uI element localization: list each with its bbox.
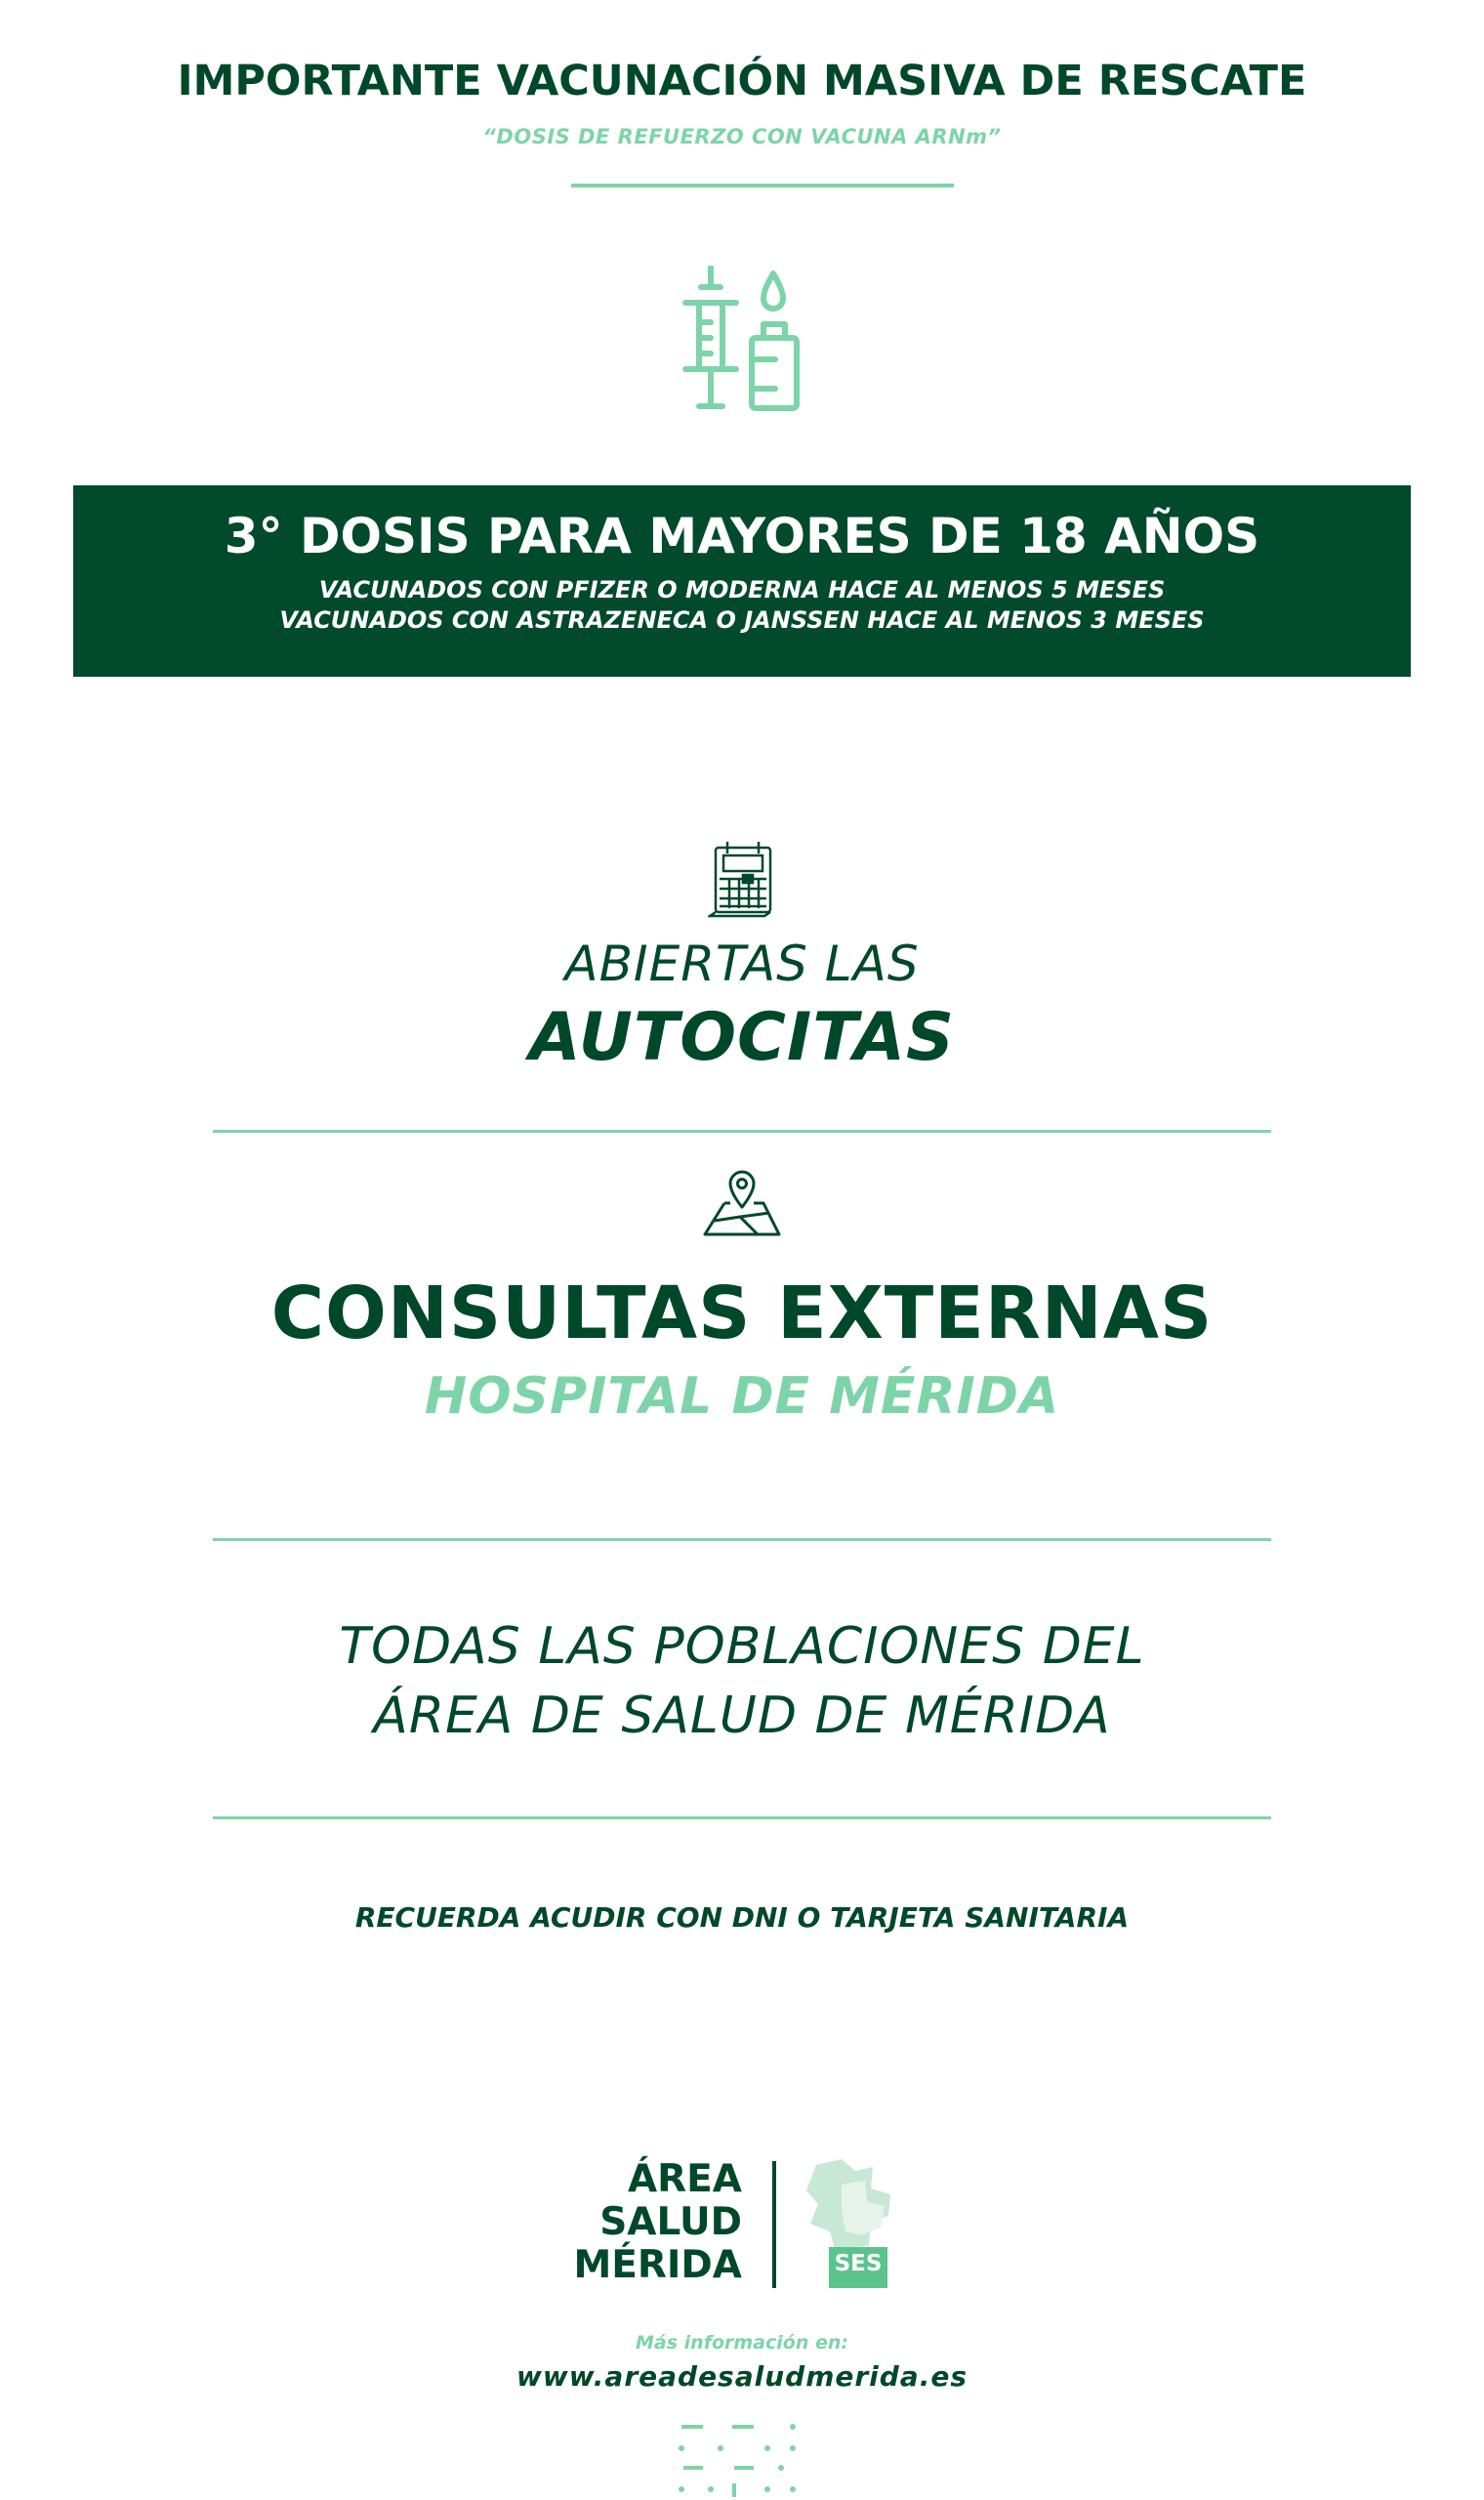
- calendar-icon: [708, 840, 776, 918]
- dose-condition-astrazeneca: VACUNADOS CON ASTRAZENECA O JANSSEN HACE AL MENOS 3 MESES: [279, 606, 1205, 634]
- website-link[interactable]: www.areadesaludmerida.es: [515, 2360, 968, 2393]
- map-pin-icon: [701, 1168, 783, 1238]
- page-subtitle: “DOSIS DE REFUERZO CON VACUNA ARNm”: [482, 125, 1002, 148]
- dose-condition-pfizer: VACUNADOS CON PFIZER O MODERNA HACE AL MENOS 5 MESES: [318, 576, 1166, 604]
- area-salud-merida-logo: [566, 2158, 742, 2287]
- decorative-dots-icon: [674, 2419, 810, 2497]
- page-title: IMPORTANTE VACUNACIÓN MASIVA DE RESCATE: [177, 57, 1307, 105]
- section-divider: [213, 1538, 1271, 1541]
- autocitas-intro: ABIERTAS LAS: [564, 936, 920, 992]
- poblaciones-line-2: ÁREA DE SALUD DE MÉRIDA: [373, 1687, 1111, 1745]
- logo-line-1: ÁREA: [627, 2157, 742, 2201]
- autocitas-heading: AUTOCITAS: [529, 999, 955, 1076]
- ses-label: SES: [834, 2251, 883, 2276]
- location-subtitle: HOSPITAL DE MÉRIDA: [424, 1367, 1060, 1426]
- more-info-label: Más información en:: [636, 2332, 848, 2354]
- section-divider: [213, 1130, 1271, 1133]
- logo-line-3: MÉRIDA: [573, 2243, 742, 2287]
- location-title: CONSULTAS EXTERNAS: [270, 1271, 1214, 1355]
- syringe-vial-icon: [681, 266, 803, 412]
- dose-title: 3° DOSIS PARA MAYORES DE 18 AÑOS: [224, 508, 1260, 564]
- section-divider: [213, 1816, 1271, 1819]
- poblaciones-line-1: TODAS LAS POBLACIONES DEL: [339, 1617, 1145, 1676]
- logo-divider: [772, 2161, 776, 2288]
- title-divider: [571, 184, 954, 188]
- logo-line-2: SALUD: [599, 2200, 742, 2244]
- reminder-text: RECUERDA ACUDIR CON DNI O TARJETA SANITARIA: [354, 1901, 1130, 1934]
